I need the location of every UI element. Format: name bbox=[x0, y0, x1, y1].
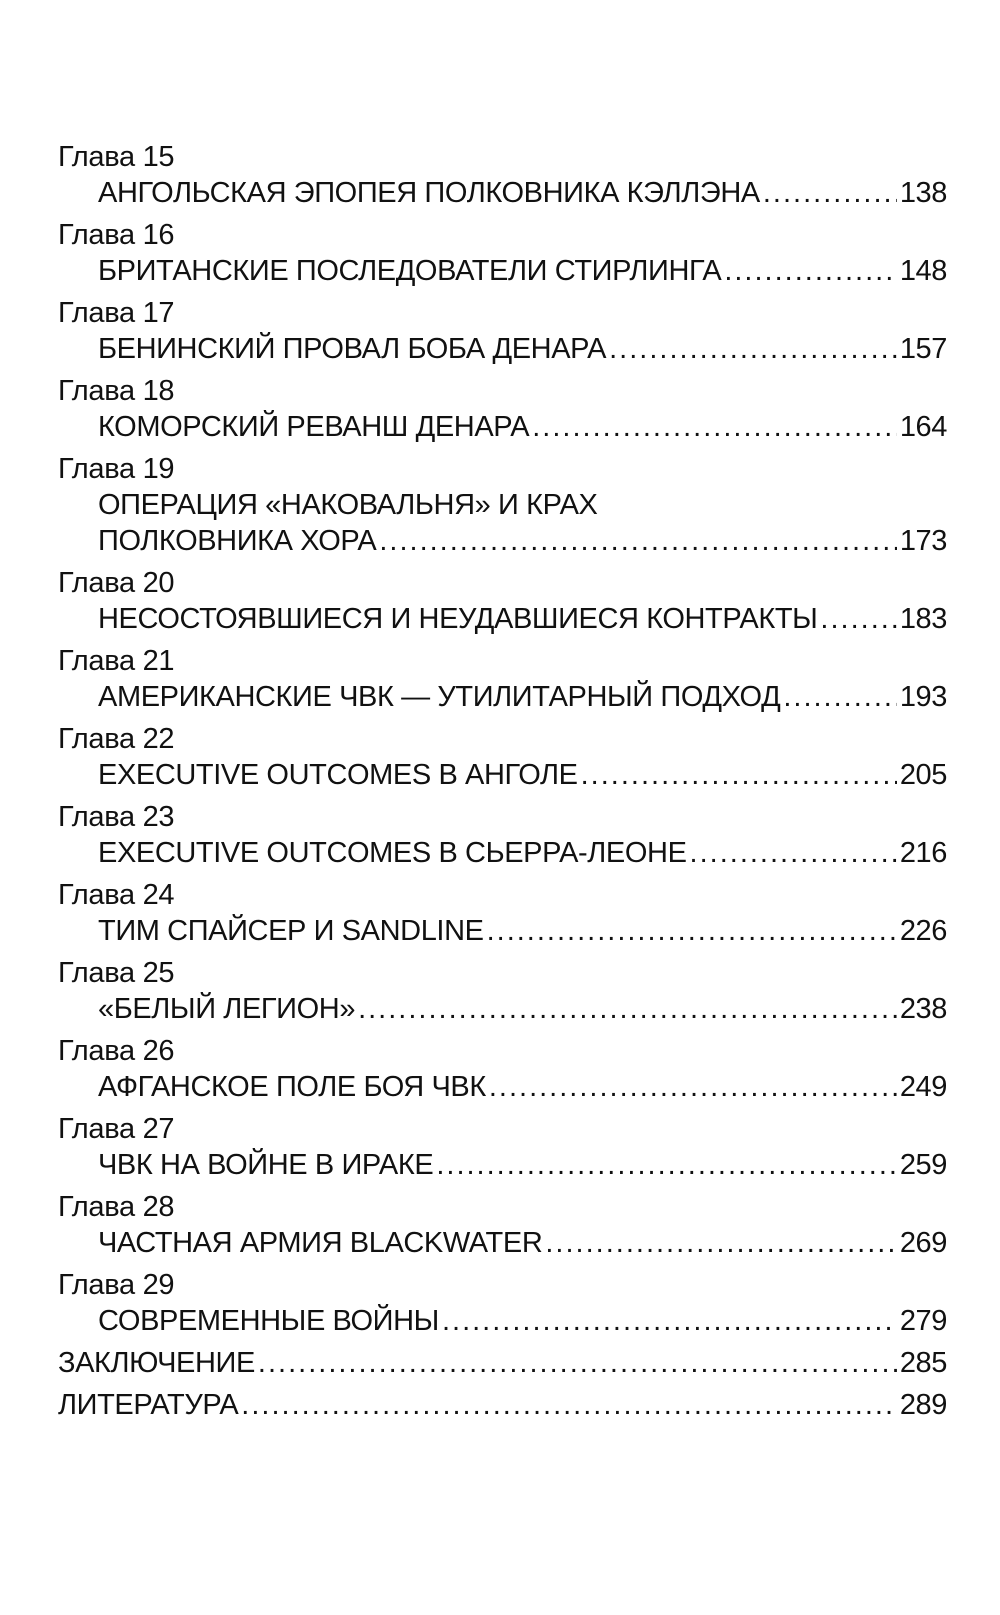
toc-chapter bbox=[58, 217, 947, 289]
chapter-title-line: ЧАСТНАЯ АРМИЯ BLACKWATER bbox=[98, 1227, 543, 1259]
section-title-text: ЗАКЛЮЧЕНИЕ bbox=[58, 1347, 255, 1379]
dot-leader bbox=[258, 1345, 897, 1381]
chapter-label: Глава 22 bbox=[58, 723, 175, 755]
toc-entry bbox=[58, 601, 947, 637]
chapter-title-line: EXECUTIVE OUTCOMES В СЬЕРРА-ЛЕОНЕ bbox=[98, 837, 687, 869]
toc-entry-conclusion bbox=[58, 1345, 947, 1381]
dot-leader bbox=[379, 523, 896, 559]
chapter-label: Глава 18 bbox=[58, 375, 175, 407]
toc-chapter bbox=[58, 799, 947, 871]
chapter-label: Глава 19 bbox=[58, 453, 175, 485]
page-number: 216 bbox=[899, 837, 947, 869]
toc-chapter bbox=[58, 877, 947, 949]
toc-chapter bbox=[58, 139, 947, 211]
chapter-title-line: ТИМ СПАЙСЕР И SANDLINE bbox=[98, 915, 484, 947]
chapter-title-last-line bbox=[98, 1147, 947, 1183]
dot-leader bbox=[545, 1225, 896, 1261]
chapter-title-last-line bbox=[98, 913, 947, 949]
toc-entry bbox=[58, 1225, 947, 1261]
chapter-title-last-line bbox=[98, 601, 947, 637]
toc-entry bbox=[58, 331, 947, 367]
chapter-title bbox=[98, 757, 947, 793]
toc-entry bbox=[58, 1303, 947, 1339]
toc-entry bbox=[58, 757, 947, 793]
dot-leader bbox=[581, 757, 897, 793]
chapter-title bbox=[98, 991, 947, 1027]
section-title-line bbox=[58, 1345, 947, 1381]
chapter-title bbox=[98, 1069, 947, 1105]
chapter-label: Глава 27 bbox=[58, 1113, 175, 1145]
chapter-title bbox=[98, 913, 947, 949]
toc-chapter bbox=[58, 1033, 947, 1105]
dot-leader bbox=[436, 1147, 896, 1183]
toc-chapter bbox=[58, 955, 947, 1027]
page-number: 148 bbox=[899, 255, 947, 287]
chapter-title bbox=[98, 409, 947, 445]
page-number: 164 bbox=[899, 411, 947, 443]
chapter-title-line: ОПЕРАЦИЯ «НАКОВАЛЬНЯ» И КРАХ bbox=[98, 489, 598, 521]
chapter-title-last-line bbox=[98, 1069, 947, 1105]
toc-chapter bbox=[58, 721, 947, 793]
toc-chapter bbox=[58, 451, 947, 559]
page-number: 279 bbox=[899, 1305, 947, 1337]
page-number: 173 bbox=[899, 525, 947, 557]
chapter-label: Глава 24 bbox=[58, 879, 175, 911]
dot-leader bbox=[358, 991, 897, 1027]
dot-leader bbox=[820, 601, 896, 637]
chapter-label: Глава 26 bbox=[58, 1035, 175, 1067]
chapter-title-last-line bbox=[98, 835, 947, 871]
page-number: 193 bbox=[899, 681, 947, 713]
toc-entry bbox=[58, 175, 947, 211]
page-number: 259 bbox=[899, 1149, 947, 1181]
chapter-title-line: НЕСОСТОЯВШИЕСЯ И НЕУДАВШИЕСЯ КОНТРАКТЫ bbox=[98, 603, 818, 635]
toc-entry bbox=[58, 835, 947, 871]
chapter-title-line: EXECUTIVE OUTCOMES В АНГОЛЕ bbox=[98, 759, 578, 791]
chapter-title-last-line bbox=[98, 253, 947, 289]
toc-chapter bbox=[58, 1111, 947, 1183]
toc-entry bbox=[58, 1147, 947, 1183]
page-number: 269 bbox=[899, 1227, 947, 1259]
chapter-title bbox=[98, 253, 947, 289]
chapter-title-line: ПОЛКОВНИКА ХОРА bbox=[98, 525, 377, 557]
toc-chapter bbox=[58, 373, 947, 445]
chapter-title-line: АФГАНСКОЕ ПОЛЕ БОЯ ЧВК bbox=[98, 1071, 486, 1103]
dot-leader bbox=[783, 679, 896, 715]
section-title-line bbox=[58, 1387, 947, 1423]
chapter-title bbox=[98, 679, 947, 715]
chapter-title bbox=[98, 601, 947, 637]
chapter-label: Глава 15 bbox=[58, 141, 175, 173]
chapter-label: Глава 16 bbox=[58, 219, 175, 251]
chapter-title-line: СОВРЕМЕННЫЕ ВОЙНЫ bbox=[98, 1305, 439, 1337]
chapter-title-line: «БЕЛЫЙ ЛЕГИОН» bbox=[98, 993, 356, 1025]
chapter-title-last-line bbox=[98, 1225, 947, 1261]
chapter-title-line: ЧВК НА ВОЙНЕ В ИРАКЕ bbox=[98, 1149, 434, 1181]
chapter-title bbox=[98, 1147, 947, 1183]
toc-entry bbox=[58, 1069, 947, 1105]
chapter-title bbox=[98, 175, 947, 211]
toc-entry-bibliography bbox=[58, 1387, 947, 1423]
page-number: 157 bbox=[899, 333, 947, 365]
chapter-label: Глава 21 bbox=[58, 645, 175, 677]
chapter-title-last-line bbox=[98, 331, 947, 367]
page-number: 226 bbox=[899, 915, 947, 947]
chapter-title bbox=[98, 835, 947, 871]
dot-leader bbox=[763, 175, 897, 211]
dot-leader bbox=[487, 913, 897, 949]
toc-chapter bbox=[58, 565, 947, 637]
chapter-label: Глава 20 bbox=[58, 567, 175, 599]
dot-leader bbox=[489, 1069, 897, 1105]
page-number: 205 bbox=[899, 759, 947, 791]
chapter-title bbox=[98, 331, 947, 367]
chapter-title-last-line bbox=[98, 991, 947, 1027]
chapter-title-last-line bbox=[98, 175, 947, 211]
chapter-title-line: АМЕРИКАНСКИЕ ЧВК — УТИЛИТАРНЫЙ ПОДХОД bbox=[98, 681, 781, 713]
dot-leader bbox=[690, 835, 897, 871]
toc-chapter bbox=[58, 1267, 947, 1339]
chapter-title-last-line bbox=[98, 1303, 947, 1339]
dot-leader bbox=[241, 1387, 897, 1423]
toc-entry bbox=[58, 487, 947, 559]
page-number: 285 bbox=[899, 1347, 947, 1379]
chapter-title-last-line bbox=[98, 679, 947, 715]
chapter-title bbox=[98, 1225, 947, 1261]
chapter-title-last-line bbox=[98, 409, 947, 445]
chapter-label: Глава 29 bbox=[58, 1269, 175, 1301]
page-number: 138 bbox=[899, 177, 947, 209]
chapter-label: Глава 28 bbox=[58, 1191, 175, 1223]
dot-leader bbox=[532, 409, 897, 445]
chapter-title-line: БРИТАНСКИЕ ПОСЛЕДОВАТЕЛИ СТИРЛИНГА bbox=[98, 255, 722, 287]
chapter-title-line: АНГОЛЬСКАЯ ЭПОПЕЯ ПОЛКОВНИКА КЭЛЛЭНА bbox=[98, 177, 760, 209]
chapter-title bbox=[98, 487, 947, 559]
page-number: 183 bbox=[899, 603, 947, 635]
page-number: 238 bbox=[899, 993, 947, 1025]
toc-entry bbox=[58, 679, 947, 715]
toc-chapter bbox=[58, 1189, 947, 1261]
chapter-label: Глава 17 bbox=[58, 297, 175, 329]
toc-entry bbox=[58, 913, 947, 949]
chapter-title bbox=[98, 1303, 947, 1339]
chapter-title-last-line bbox=[98, 523, 947, 559]
toc-chapter bbox=[58, 643, 947, 715]
chapter-label: Глава 25 bbox=[58, 957, 175, 989]
dot-leader bbox=[724, 253, 897, 289]
dot-leader bbox=[442, 1303, 897, 1339]
chapter-label: Глава 23 bbox=[58, 801, 175, 833]
page-number: 249 bbox=[899, 1071, 947, 1103]
dot-leader bbox=[609, 331, 897, 367]
section-title-text: ЛИТЕРАТУРА bbox=[58, 1389, 239, 1421]
page-number: 289 bbox=[899, 1389, 947, 1421]
table-of-contents bbox=[58, 139, 947, 1429]
chapter-title-last-line bbox=[98, 757, 947, 793]
chapter-title-line: КОМОРСКИЙ РЕВАНШ ДЕНАРА bbox=[98, 411, 530, 443]
toc-entry bbox=[58, 409, 947, 445]
section-title bbox=[58, 1387, 947, 1423]
toc-entry bbox=[58, 253, 947, 289]
section-title bbox=[58, 1345, 947, 1381]
toc-entry bbox=[58, 991, 947, 1027]
toc-chapter bbox=[58, 295, 947, 367]
chapter-title-line: БЕНИНСКИЙ ПРОВАЛ БОБА ДЕНАРА bbox=[98, 333, 607, 365]
